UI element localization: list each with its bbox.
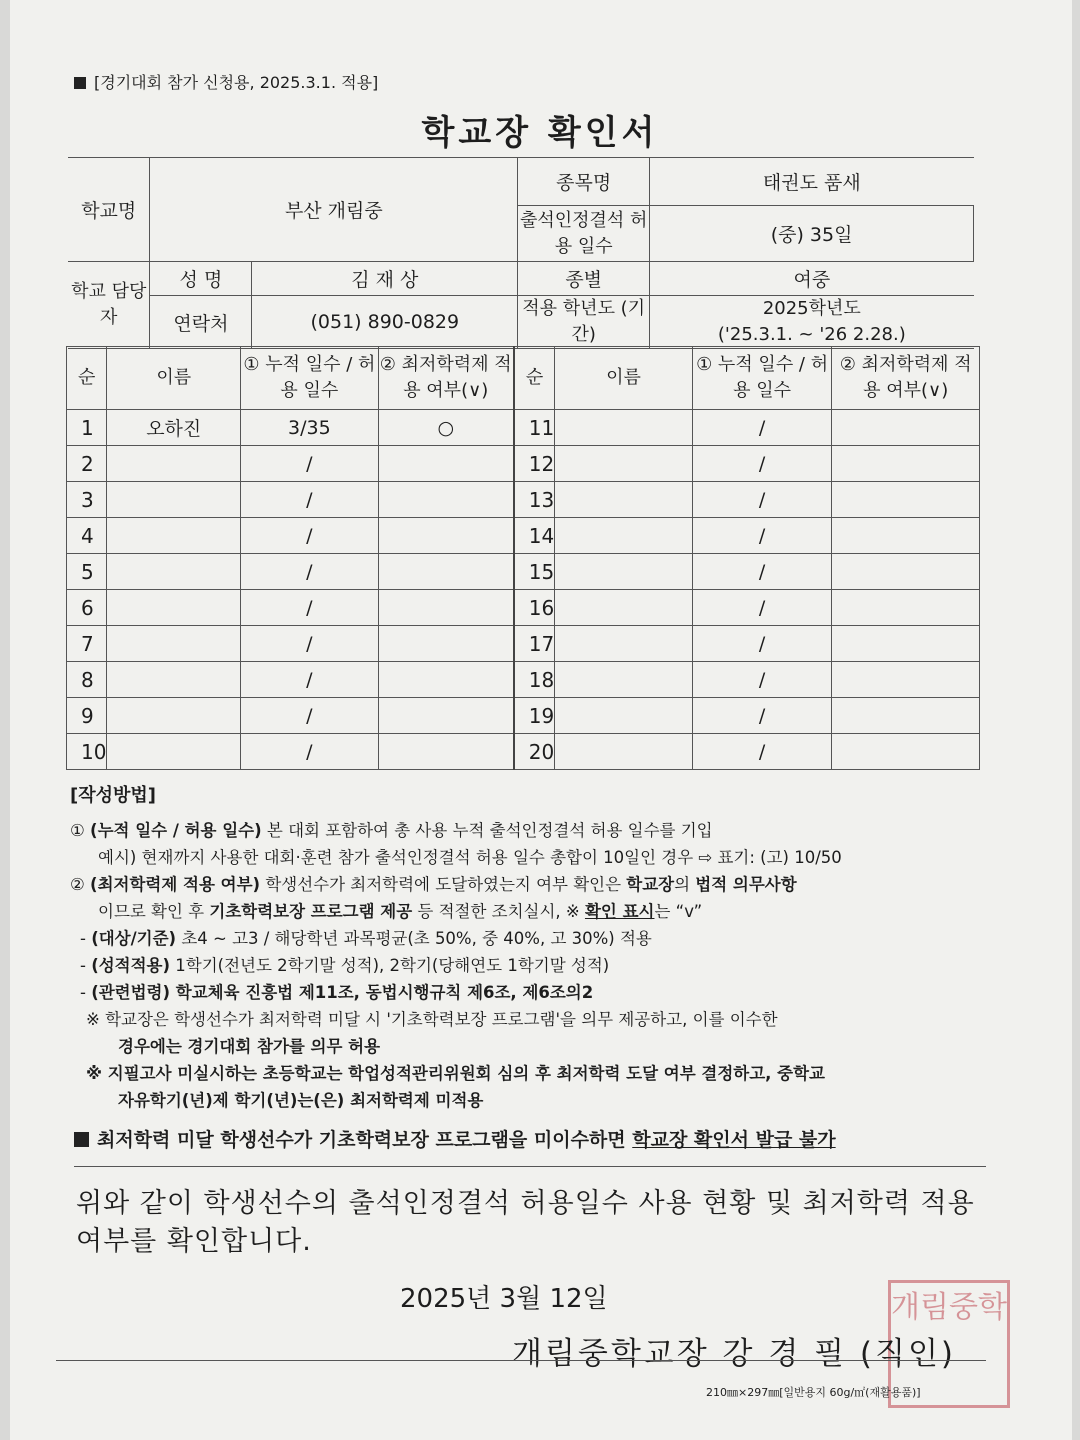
min-check bbox=[832, 482, 980, 518]
notice-text: 최저학력 미달 학생선수가 기초학력보장 프로그램을 미이수하면 bbox=[97, 1129, 633, 1151]
note2-line1: ※ 지필고사 미실시하는 초등학교는 학업성적관리위원회 심의 후 최저학력 도달 여부 결정하고, 중학교 bbox=[86, 1064, 825, 1083]
student-name bbox=[107, 626, 241, 662]
seq-header: 순 bbox=[67, 347, 107, 410]
min-check bbox=[378, 698, 514, 734]
row-number: 17 bbox=[514, 626, 555, 662]
roster-row bbox=[67, 410, 980, 446]
item2-bold-principal: 학교장 bbox=[626, 875, 675, 894]
min-check bbox=[378, 626, 514, 662]
item2-line2-e: 는 “v” bbox=[654, 902, 703, 921]
header-tag-text: [경기대회 참가 신청용, 2025.3.1. 적용] bbox=[94, 73, 379, 92]
square-bullet-icon bbox=[74, 77, 86, 89]
item2-text: 학생선수가 최저학력에 도달하였는지 여부 확인은 bbox=[260, 875, 627, 894]
contact-value: (051) 890-0829 bbox=[252, 296, 518, 349]
divider bbox=[74, 1166, 986, 1167]
min-check bbox=[378, 662, 514, 698]
min-check bbox=[832, 446, 980, 482]
grade-bold: (성적적용) bbox=[91, 956, 171, 975]
student-name bbox=[555, 518, 693, 554]
row-number: 4 bbox=[67, 518, 107, 554]
row-number: 6 bbox=[67, 590, 107, 626]
student-name bbox=[555, 698, 693, 734]
min-check bbox=[832, 590, 980, 626]
item1-text: 본 대회 포함하여 총 사용 누적 출석인정결석 허용 일수를 기입 bbox=[261, 821, 713, 840]
confirmation-text: 위와 같이 학생선수의 출석인정결석 허용일수 사용 현황 및 최저학력 적용 여부를 확인합니다. bbox=[76, 1188, 975, 1257]
method-item-2 bbox=[70, 871, 990, 898]
min-header: ② 최저학력제 적용 여부(∨) bbox=[378, 347, 514, 410]
info-table bbox=[68, 157, 974, 349]
row-number: 13 bbox=[514, 482, 555, 518]
days-value: / bbox=[241, 518, 379, 554]
target-line: - (대상/기준) 초4 ~ 고3 / 해당학년 과목평균(초 50%, 중 40%, 고 30%) 적용 bbox=[80, 929, 652, 948]
document-title: 학교장 확인서 bbox=[421, 113, 659, 153]
days-value: / bbox=[692, 446, 832, 482]
student-name bbox=[555, 734, 693, 770]
roster-header-row bbox=[67, 347, 980, 410]
days-value: / bbox=[241, 482, 379, 518]
row-number: 3 bbox=[67, 482, 107, 518]
year-label: 적용 학년도 (기간) bbox=[518, 296, 650, 349]
student-name bbox=[555, 590, 693, 626]
roster-row bbox=[67, 662, 980, 698]
min-check bbox=[832, 518, 980, 554]
row-number: 16 bbox=[514, 590, 555, 626]
student-name bbox=[107, 518, 241, 554]
row-number: 1 bbox=[67, 410, 107, 446]
note1-line2: 경우에는 경기대회 참가를 의무 허용 bbox=[118, 1037, 381, 1056]
row-number: 10 bbox=[67, 734, 107, 770]
roster-row bbox=[67, 734, 980, 770]
name-header: 이름 bbox=[555, 347, 693, 410]
school-label: 학교명 bbox=[68, 158, 150, 262]
name-value: 김 재 상 bbox=[252, 262, 518, 296]
min-header: ② 최저학력제 적용 여부(∨) bbox=[832, 347, 980, 410]
principal-signature: 개림중학교장 강 경 필 (직인) bbox=[512, 1336, 957, 1372]
days-value: / bbox=[241, 734, 379, 770]
method-heading: [작성방법] bbox=[70, 785, 157, 806]
row-number: 15 bbox=[514, 554, 555, 590]
manager-label: 학교 담당자 bbox=[68, 262, 150, 349]
min-check bbox=[832, 554, 980, 590]
row-number: 7 bbox=[67, 626, 107, 662]
name-label: 성 명 bbox=[150, 262, 252, 296]
note2-line2: 자유학기(년)제 학기(년)는(은) 최저학력제 미적용 bbox=[118, 1091, 484, 1110]
grade-text: 1학기(전년도 2학기말 성적), 2학기(당해연도 1학기말 성적) bbox=[170, 956, 610, 975]
student-name bbox=[107, 482, 241, 518]
target-text: 초4 ~ 고3 / 해당학년 과목평균(초 50%, 중 40%, 고 30%) 적용 bbox=[176, 929, 652, 948]
min-check bbox=[378, 554, 514, 590]
arrow-box-icon bbox=[74, 1132, 89, 1147]
roster-row bbox=[67, 626, 980, 662]
row-number: 8 bbox=[67, 662, 107, 698]
row-number: 20 bbox=[514, 734, 555, 770]
student-name bbox=[555, 554, 693, 590]
grade-line: - (성적적용) 1학기(전년도 2학기말 성적), 2학기(당해연도 1학기말 성적) bbox=[80, 956, 610, 975]
student-name bbox=[555, 662, 693, 698]
min-check bbox=[832, 734, 980, 770]
days-header: ① 누적 일수 / 허용 일수 bbox=[241, 347, 379, 410]
days-value: / bbox=[692, 410, 832, 446]
item2-text-2: 의 bbox=[674, 875, 696, 894]
item2-bold-duty: 법적 의무사항 bbox=[695, 875, 797, 894]
item2-line2-a: 이므로 확인 후 bbox=[98, 902, 210, 921]
item2-line2-c: 등 적절한 조치실시, ※ bbox=[412, 902, 585, 921]
student-name bbox=[107, 698, 241, 734]
days-value: / bbox=[241, 662, 379, 698]
min-check bbox=[378, 518, 514, 554]
notice-emphasis: 학교장 확인서 발급 불가 bbox=[632, 1129, 836, 1151]
roster-body bbox=[67, 347, 980, 770]
days-value: / bbox=[241, 590, 379, 626]
days-header: ① 누적 일수 / 허용 일수 bbox=[692, 347, 832, 410]
student-name bbox=[107, 554, 241, 590]
roster-row bbox=[67, 554, 980, 590]
item1-bold: (누적 일수 / 허용 일수) bbox=[90, 821, 262, 840]
category-label: 종별 bbox=[518, 262, 650, 296]
student-name: 오하진 bbox=[107, 410, 241, 446]
note1-line1: ※ 학교장은 학생선수가 최저학력 미달 시 '기초학력보장 프로그램'을 의무 제공하고, 이를 이수한 bbox=[86, 1010, 778, 1029]
roster-row bbox=[67, 590, 980, 626]
absence-label: 출석인정결석 허용 일수 bbox=[518, 206, 650, 262]
row-number: 18 bbox=[514, 662, 555, 698]
roster-row bbox=[67, 698, 980, 734]
roster-table bbox=[66, 346, 980, 770]
writing-method-section bbox=[70, 782, 990, 1114]
period-value: ('25.3.1. ~ '26 2.28.) bbox=[717, 324, 906, 345]
category-value: 여중 bbox=[650, 262, 974, 296]
student-name bbox=[107, 734, 241, 770]
row-number: 19 bbox=[514, 698, 555, 734]
row-number: 12 bbox=[514, 446, 555, 482]
item2-number: ② bbox=[70, 875, 85, 894]
event-label: 종목명 bbox=[518, 158, 650, 206]
days-value: 3/35 bbox=[241, 410, 379, 446]
days-value: / bbox=[692, 734, 832, 770]
min-check bbox=[378, 590, 514, 626]
days-value: / bbox=[692, 590, 832, 626]
row-number: 9 bbox=[67, 698, 107, 734]
student-name bbox=[555, 482, 693, 518]
days-value: / bbox=[692, 518, 832, 554]
min-check: ○ bbox=[378, 410, 514, 446]
days-value: / bbox=[241, 698, 379, 734]
target-bold: (대상/기준) bbox=[91, 929, 177, 948]
year-value: 2025학년도 bbox=[762, 298, 861, 319]
min-check bbox=[378, 734, 514, 770]
method-item-1-example: 예시) 현재까지 사용한 대회·훈련 참가 출석인정결석 허용 일수 총합이 10일인 경우 ⇨ 표기: (고) 10/50 bbox=[98, 848, 842, 867]
law-line: - (관련법령) 학교체육 진흥법 제11조, 동법시행규칙 제6조, 제6조의2 bbox=[80, 983, 594, 1002]
days-value: / bbox=[241, 446, 379, 482]
min-check bbox=[832, 626, 980, 662]
item2-bold: (최저학력제 적용 여부) bbox=[90, 875, 261, 894]
student-name bbox=[555, 626, 693, 662]
law-text: (관련법령) 학교체육 진흥법 제11조, 동법시행규칙 제6조, 제6조의2 bbox=[91, 983, 594, 1002]
seq-header: 순 bbox=[514, 347, 555, 410]
roster-row bbox=[67, 446, 980, 482]
min-check bbox=[832, 410, 980, 446]
row-number: 5 bbox=[67, 554, 107, 590]
row-number: 11 bbox=[514, 410, 555, 446]
official-seal-icon: 개림중학 bbox=[888, 1280, 1010, 1408]
min-check bbox=[378, 446, 514, 482]
min-check bbox=[832, 698, 980, 734]
form-header-tag bbox=[74, 70, 378, 93]
student-name bbox=[107, 446, 241, 482]
student-name bbox=[107, 590, 241, 626]
student-name bbox=[107, 662, 241, 698]
days-value: / bbox=[692, 482, 832, 518]
notice-line bbox=[74, 1125, 836, 1152]
event-value: 태권도 품새 bbox=[650, 158, 974, 206]
issue-date: 2025년 3월 12일 bbox=[400, 1284, 608, 1314]
item2-line2-b: 기초학력보장 프로그램 제공 bbox=[209, 902, 413, 921]
school-value: 부산 개림중 bbox=[150, 158, 518, 262]
method-item-1 bbox=[70, 817, 990, 844]
year-cell bbox=[650, 296, 974, 349]
days-value: / bbox=[692, 626, 832, 662]
min-check bbox=[832, 662, 980, 698]
roster-row bbox=[67, 482, 980, 518]
name-header: 이름 bbox=[107, 347, 241, 410]
paper-spec: 210㎜×297㎜[일반용지 60g/㎡(재활용품)] bbox=[706, 1386, 921, 1399]
contact-label: 연락처 bbox=[150, 296, 252, 349]
days-value: / bbox=[241, 554, 379, 590]
days-value: / bbox=[692, 554, 832, 590]
days-value: / bbox=[241, 626, 379, 662]
days-value: / bbox=[692, 662, 832, 698]
row-number: 2 bbox=[67, 446, 107, 482]
roster-row bbox=[67, 518, 980, 554]
item1-number: ① bbox=[70, 821, 85, 840]
days-value: / bbox=[692, 698, 832, 734]
min-check bbox=[378, 482, 514, 518]
bottom-divider bbox=[56, 1360, 986, 1361]
absence-value: (중) 35일 bbox=[650, 206, 974, 262]
item2-line2-d: 확인 표시 bbox=[584, 902, 655, 921]
row-number: 14 bbox=[514, 518, 555, 554]
student-name bbox=[555, 446, 693, 482]
method-item-2-line2 bbox=[70, 898, 990, 925]
student-name bbox=[555, 410, 693, 446]
